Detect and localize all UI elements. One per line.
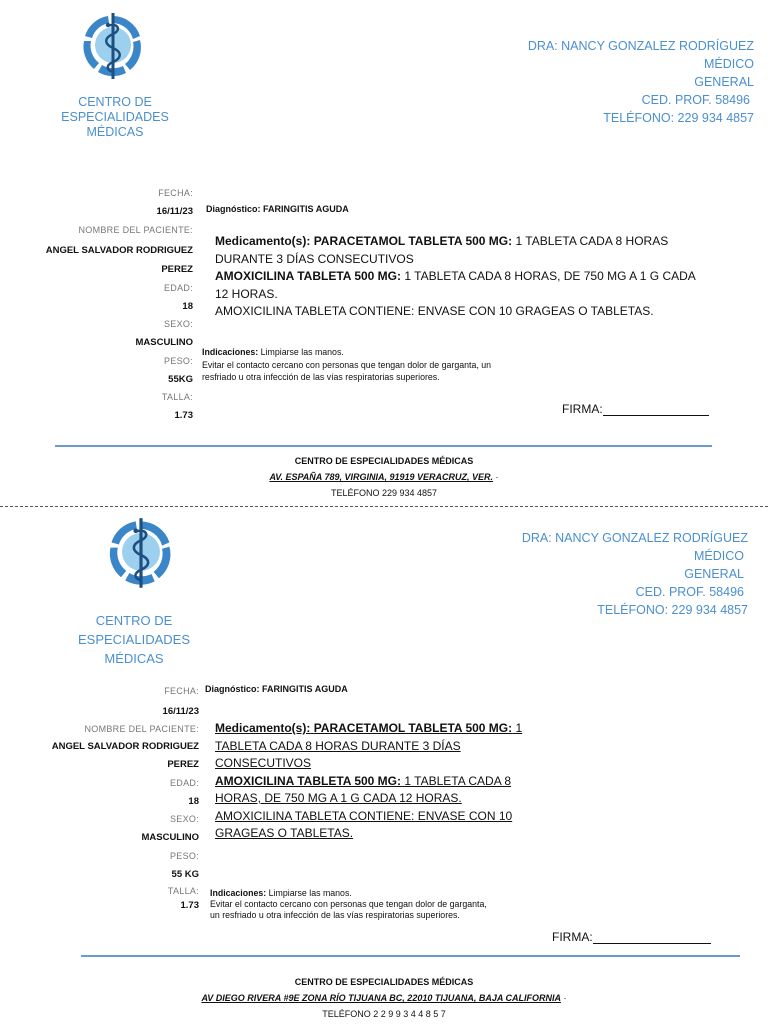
signature-line: FIRMA: (562, 402, 709, 416)
nombre-value-1: ANGEL SALVADOR RODRIGUEZ (45, 245, 193, 256)
nombre-value-1: ANGEL SALVADOR RODRIGUEZ (51, 741, 199, 752)
caduceus-logo-icon (104, 515, 178, 593)
nombre-value-2: PEREZ (167, 759, 199, 770)
indications: Indicaciones: Limpiarse las manos. Evitar el contacto cercano con personas que tengan dolor de garganta, un resfriado u otra infección de las vías respiratorias superiores. (202, 347, 492, 382)
center-name: CENTRO DE ESPECIALIDADES MÉDICAS (78, 613, 190, 666)
diagnosis: Diagnóstico: FARINGITIS AGUDA (205, 684, 348, 694)
nombre-label: NOMBRE DEL PACIENTE: (78, 225, 193, 235)
patient-info (0, 686, 199, 916)
medications: Medicamento(s): PARACETAMOL TABLETA 500 MG: 1 TABLETA CADA 8 HORAS DURANTE 3 DÍAS CONSECUTIVOS AMOXICILINA TABLETA 500 MG: 1 TABLETA CADA 8 HORAS, DE 750 MG A 1 G CADA 12 HORAS. AMOXICILINA TABLETA CONTIENE: ENVASE CON 10 GRAGEAS O TABLETAS. (215, 720, 555, 843)
nombre-value-2: PEREZ (161, 264, 193, 275)
footer: CENTRO DE ESPECIALIDADES MÉDICAS AV DIEGO RIVERA #9E ZONA RÍO TIJUANA BC, 22010 TIJUANA, BAJA CALIFORNIA · TELÉFONO 2 2 9 9 3 4 4 8 5 7 (0, 974, 768, 1022)
fecha-value: 16/11/23 (162, 706, 199, 717)
edad-value: 18 (188, 796, 199, 807)
footer-phone: TELÉFONO 229 934 4857 (330, 488, 438, 498)
footer: CENTRO DE ESPECIALIDADES MÉDICAS AV. ESPAÑA 789, VIRGINIA, 91919 VERACRUZ, VER. · TELÉFONO 229 934 4857 (0, 453, 768, 501)
patient-info (0, 188, 193, 428)
center-name: CENTRO DE ESPECIALIDADES MÉDICAS (61, 95, 169, 139)
med2-name: AMOXICILINA TABLETA 500 MG: (215, 269, 401, 283)
talla-label: TALLA: (167, 886, 199, 896)
professional-license: CED. PROF. 58496 (641, 93, 750, 107)
med1-name: PARACETAMOL TABLETA 500 MG: (313, 721, 513, 735)
divider-line (55, 445, 712, 447)
doctor-name: DRA: NANCY GONZALEZ RODRÍGUEZ (527, 39, 754, 53)
divider-line (81, 955, 740, 957)
footer-address: AV DIEGO RIVERA #9E ZONA RÍO TIJUANA BC, 22010 TIJUANA, BAJA CALIFORNIA (201, 993, 562, 1003)
doctor-phone: TELÉFONO: 229 934 4857 (597, 603, 748, 617)
nombre-label: NOMBRE DEL PACIENTE: (84, 724, 199, 734)
sexo-value: MASCULINO (135, 337, 193, 348)
talla-value: 1.73 (180, 900, 199, 911)
peso-value: 55KG (168, 374, 193, 385)
doctor-phone: TELÉFONO: 229 934 4857 (603, 111, 754, 125)
footer-address: AV. ESPAÑA 789, VIRGINIA, 91919 VERACRUZ, VER. (269, 472, 494, 482)
diagnosis: Diagnóstico: FARINGITIS AGUDA (206, 204, 349, 214)
med3: AMOXICILINA TABLETA CONTIENE: ENVASE CON 10 GRAGEAS O TABLETAS. (215, 304, 654, 318)
talla-value: 1.73 (174, 410, 193, 421)
peso-value: 55 KG (171, 869, 199, 880)
professional-license: CED. PROF. 58496 (635, 585, 744, 599)
edad-value: 18 (182, 301, 193, 312)
fecha-label: FECHA: (164, 686, 199, 696)
footer-phone: TELÉFONO 2 2 9 9 3 4 4 8 5 7 (322, 1009, 446, 1019)
talla-label: TALLA: (161, 392, 193, 402)
sexo-value: MASCULINO (141, 832, 199, 843)
edad-label: EDAD: (169, 778, 199, 788)
med2-name: AMOXICILINA TABLETA 500 MG: (215, 773, 401, 788)
med1-name: PARACETAMOL TABLETA 500 MG: (313, 234, 513, 248)
doctor-info: DRA: NANCY GONZALEZ RODRÍGUEZ MÉDICO GENERAL CED. PROF. 58496 TELÉFONO: 229 934 4857 (424, 37, 754, 127)
fecha-label: FECHA: (158, 188, 193, 198)
edad-label: EDAD: (163, 283, 193, 293)
medications: Medicamento(s): PARACETAMOL TABLETA 500 MG: 1 TABLETA CADA 8 HORAS DURANTE 3 DÍAS CONSECUTIVOS AMOXICILINA TABLETA 500 MG: 1 TABLETA CADA 8 HORAS, DE 750 MG A 1 G CADA 12 HORAS. AMOXICILINA TABLETA CONTIENE: ENVASE CON 10 GRAGEAS O TABLETAS. (215, 233, 715, 321)
sexo-label: SEXO: (163, 319, 193, 329)
signature-line: FIRMA: (552, 930, 711, 944)
peso-label: PESO: (163, 356, 193, 366)
med3-b: GRAGEAS O TABLETAS. (215, 826, 354, 840)
cut-line (0, 506, 768, 507)
doctor-name: DRA: NANCY GONZALEZ RODRÍGUEZ (521, 531, 748, 545)
caduceus-logo-icon (78, 10, 148, 84)
footer-center-name: CENTRO DE ESPECIALIDADES MÉDICAS (294, 977, 474, 987)
doctor-info: DRA: NANCY GONZALEZ RODRÍGUEZ MÉDICO GENERAL CED. PROF. 58496 TELÉFONO: 229 934 4857 (418, 529, 748, 619)
med3-a: AMOXICILINA TABLETA CONTIENE: ENVASE CON 10 (215, 808, 513, 823)
fecha-value: 16/11/23 (156, 206, 193, 217)
footer-center-name: CENTRO DE ESPECIALIDADES MÉDICAS (294, 456, 474, 466)
sexo-label: SEXO: (169, 814, 199, 824)
peso-label: PESO: (169, 851, 199, 861)
indications: Indicaciones: Limpiarse las manos. Evitar el contacto cercano con personas que tengan dolor de garganta, un resfriado u otra infección de las vías respiratorias superiores. (210, 888, 487, 920)
